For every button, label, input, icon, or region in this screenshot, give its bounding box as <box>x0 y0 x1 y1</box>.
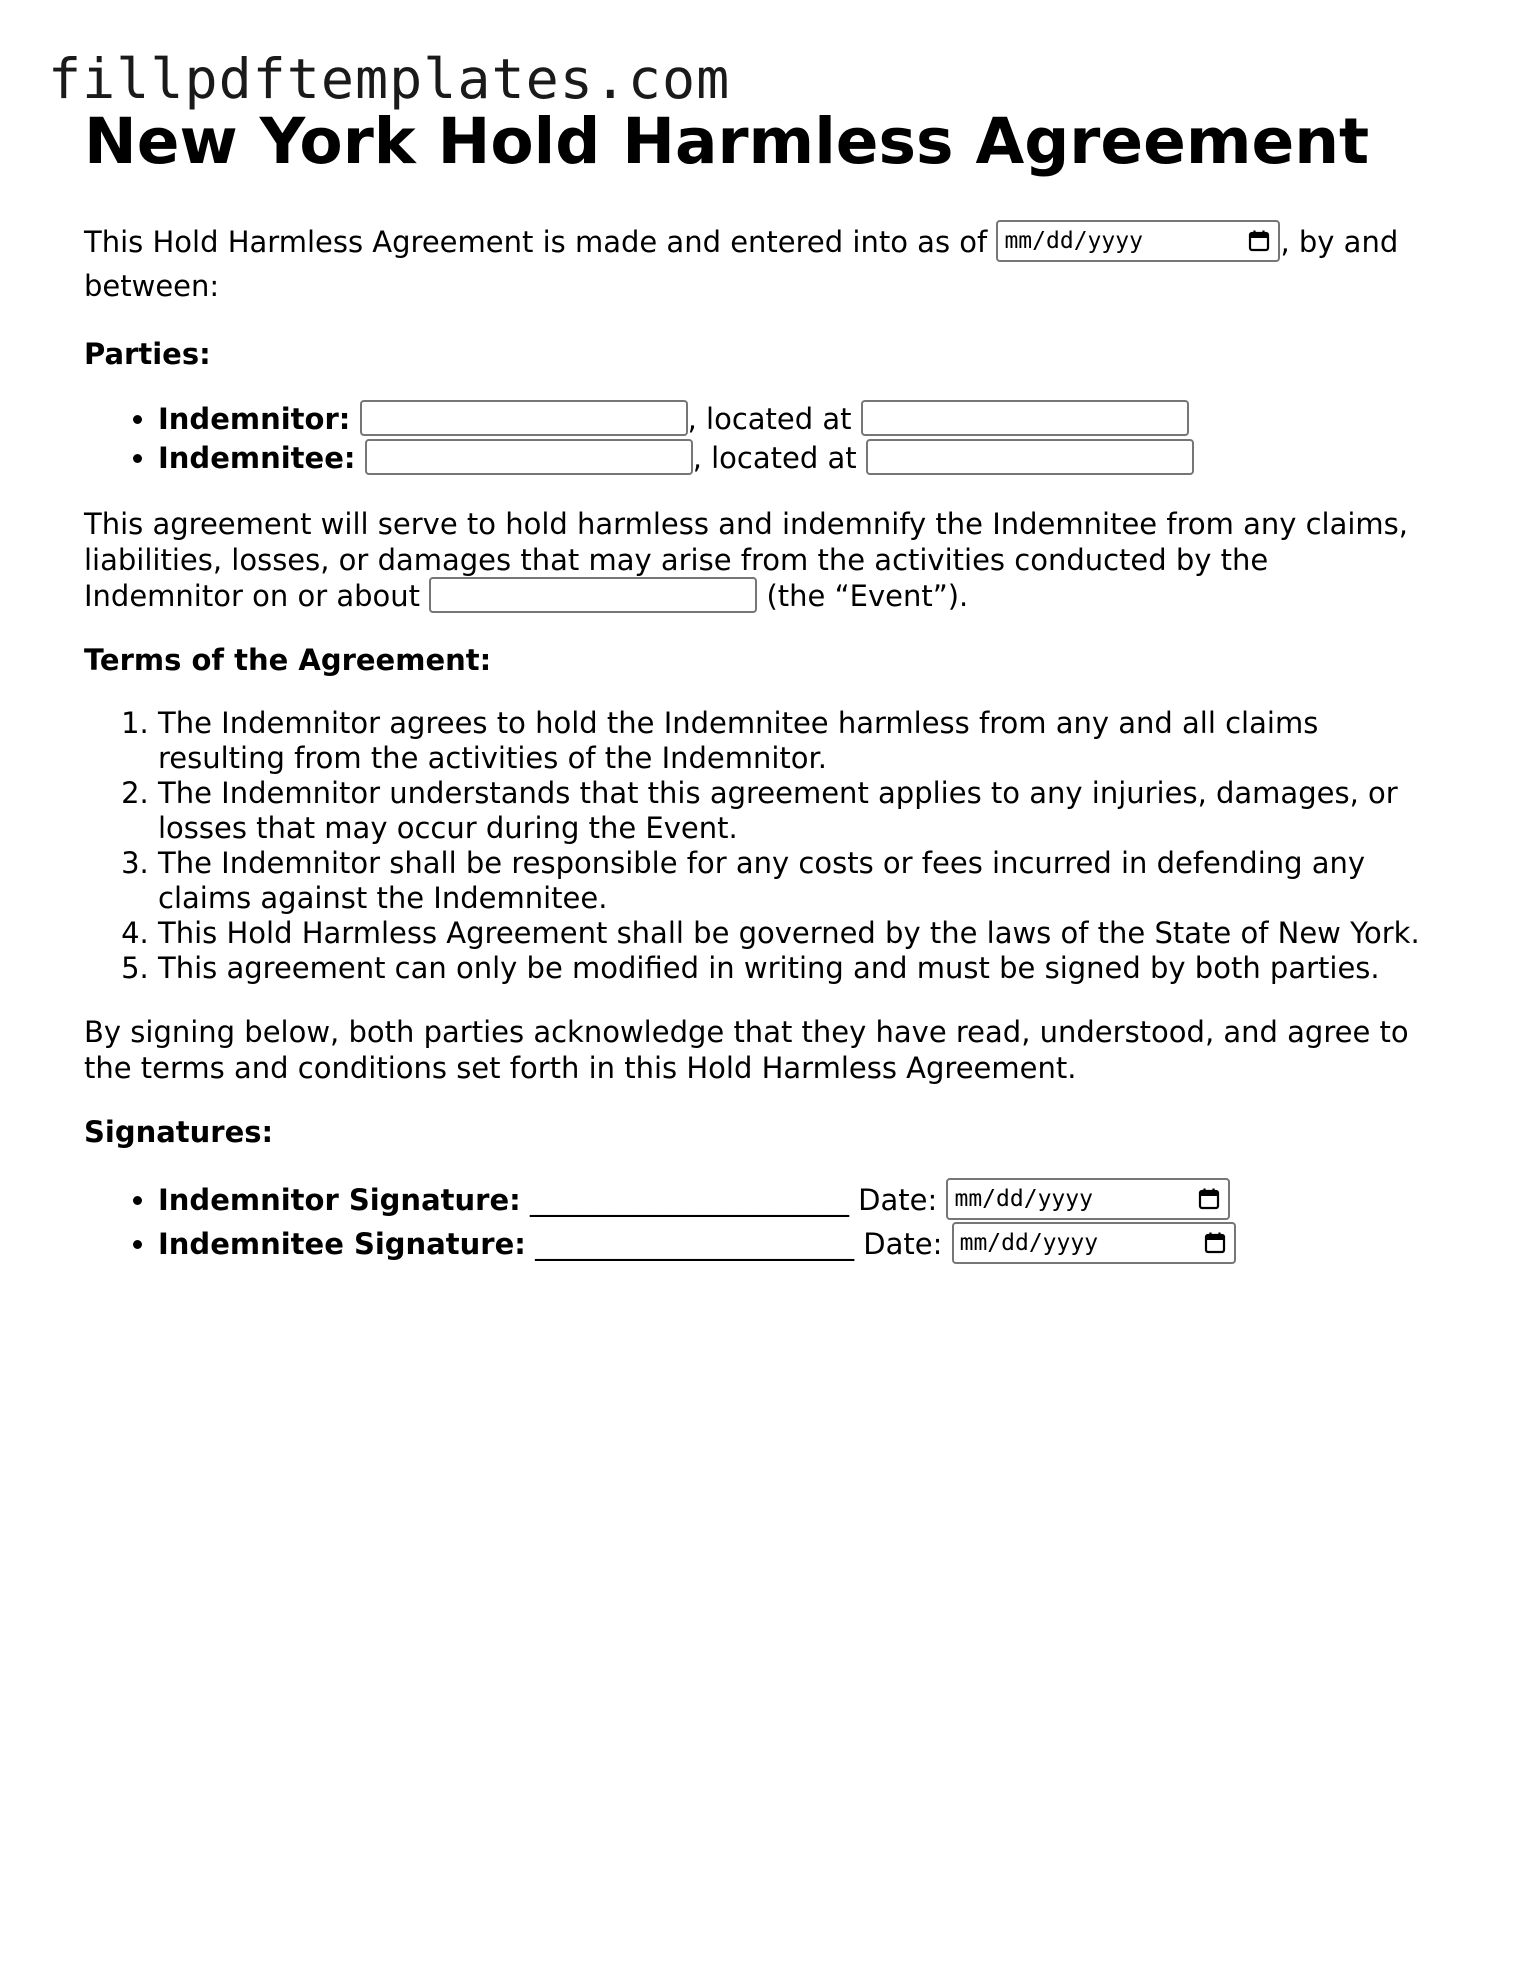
indemnitee-label: Indemnitee: <box>158 441 356 475</box>
term-item: 1. The Indemnitor agrees to hold the Indemnitee harmless from any and all claims resulting from the activities of the Indemnitor. <box>158 706 1444 776</box>
indemnitee-address-field[interactable] <box>866 439 1194 475</box>
parties-heading: Parties: <box>84 337 211 371</box>
intro-line-1 <box>84 220 1444 264</box>
signatures-list <box>84 1178 1444 1266</box>
indemnitor-signature-label: Indemnitor Signature: <box>158 1183 521 1217</box>
indemnitor-signature-row <box>158 1178 1444 1222</box>
party-indemnitee <box>158 439 1444 478</box>
term-item: 2. The Indemnitor understands that this agreement applies to any injuries, damages, or losses that may occur during the Event. <box>158 776 1444 846</box>
calendar-icon[interactable] <box>1204 1232 1226 1254</box>
event-date-field[interactable] <box>429 577 757 613</box>
indemnitor-date-input[interactable] <box>946 1178 1230 1220</box>
agreement-date-input[interactable] <box>996 220 1280 262</box>
acknowledgement-paragraph: By signing below, both parties acknowledge that they have read, understood, and agree to the terms and conditions set forth in this Hold Harmless Agreement. <box>84 1015 1409 1085</box>
purpose-paragraph <box>84 506 1444 614</box>
date-label: Date: <box>858 1183 938 1217</box>
terms-heading: Terms of the Agreement: <box>84 643 492 677</box>
term-item: 5. This agreement can only be modified in writing and must be signed by both parties. <box>158 951 1444 986</box>
calendar-icon[interactable] <box>1248 230 1270 252</box>
event-text-before: Indemnitor on or about <box>84 579 421 613</box>
page-title: New York Hold Harmless Agreement <box>84 105 1370 178</box>
located-at-text: , located at <box>687 402 852 436</box>
parties-list <box>84 400 1444 478</box>
indemnitee-signature-row <box>158 1222 1444 1266</box>
event-text-after: (the “Event”). <box>766 579 969 613</box>
indemnitee-signature-line[interactable]: ______________________ <box>535 1227 855 1261</box>
term-item: 3. The Indemnitor shall be responsible for any costs or fees incurred in defending any claims against the Indemnitee. <box>158 846 1444 916</box>
indemnitee-date-input[interactable] <box>952 1222 1236 1264</box>
indemnitor-label: Indemnitor: <box>158 402 351 436</box>
indemnitee-signature-label: Indemnitee Signature: <box>158 1227 526 1261</box>
date-label: Date: <box>863 1227 943 1261</box>
date-placeholder: mm/dd/yyyy <box>959 1230 1099 1256</box>
indemnitor-address-field[interactable] <box>861 400 1189 436</box>
indemnitee-name-field[interactable] <box>365 439 693 475</box>
signatures-heading: Signatures: <box>84 1115 274 1149</box>
terms-list <box>84 706 1444 986</box>
watermark: fillpdftemplates.com <box>48 47 731 111</box>
intro-text-before: This Hold Harmless Agreement is made and entered into as of <box>84 225 988 259</box>
indemnitor-signature-line[interactable]: ______________________ <box>529 1183 849 1217</box>
document <box>84 104 1444 1294</box>
intro-line-2: between: <box>84 269 220 303</box>
date-placeholder: mm/dd/yyyy <box>954 1186 1093 1212</box>
intro-text-after: , by and <box>1280 225 1399 259</box>
party-indemnitor <box>158 400 1444 439</box>
intro-paragraph <box>84 220 1444 308</box>
located-at-text: , located at <box>692 441 857 475</box>
term-item: 4. This Hold Harmless Agreement shall be governed by the laws of the State of New York. <box>158 916 1444 951</box>
event-line <box>84 578 1444 614</box>
date-placeholder: mm/dd/yyyy <box>1004 228 1143 254</box>
indemnitor-name-field[interactable] <box>360 400 688 436</box>
calendar-icon[interactable] <box>1198 1188 1220 1210</box>
purpose-text: This agreement will serve to hold harmless and indemnify the Indemnitee from any claims, liabilities, losses, or damages that may arise from the activities conducted by the <box>84 507 1409 577</box>
